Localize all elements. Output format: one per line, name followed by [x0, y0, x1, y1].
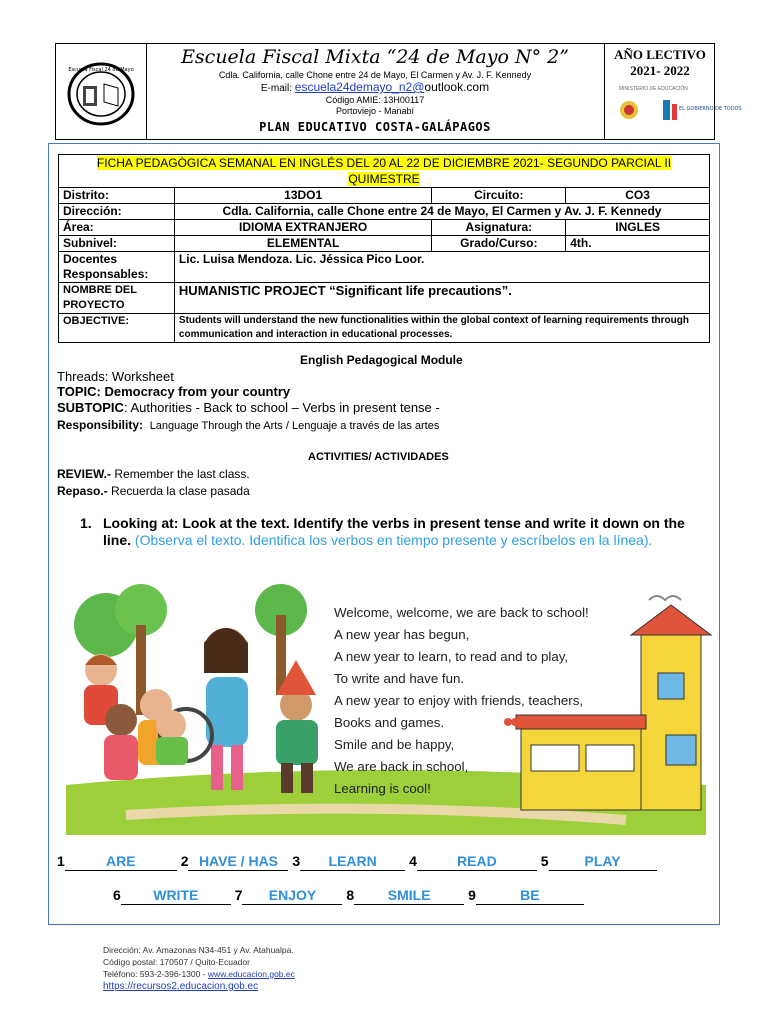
- school-logo-icon: [56, 44, 146, 139]
- footer-address: Dirección: Av. Amazonas N34-451 y Av. Atahualpa.: [103, 945, 294, 955]
- school-year-label: AÑO LECTIVO: [614, 47, 706, 62]
- activities-heading: ACTIVITIES/ ACTIVIDADES: [308, 451, 449, 463]
- circuito-label: Circuito:: [432, 188, 566, 204]
- footer-web-link[interactable]: www.educacion.gob.ec: [207, 969, 295, 979]
- footer-resources-link[interactable]: https://recursos2.educacion.gob.ec: [103, 981, 259, 992]
- school-address: Cdla. California, calle Chone entre 24 de Mayo, El Carmen y Av. J. F. Kennedy: [218, 70, 532, 80]
- svg-text:Escuela Fiscal 24 de Mayo: Escuela Fiscal 24 de Mayo: [68, 67, 134, 73]
- footer-web2: [103, 981, 258, 992]
- answer-blank[interactable]: ARE: [65, 856, 177, 871]
- repaso: Repaso.- Recuerda la clase pasada: [57, 484, 250, 498]
- answer-row-1: 1 ARE 2 HAVE / HAS 3 LEARN 4 READ 5 PLAY: [57, 853, 657, 871]
- back-to-school-illustration: [66, 585, 706, 835]
- answer-blank[interactable]: BE: [476, 890, 584, 905]
- grado-label: Grado/Curso:: [432, 236, 566, 252]
- proyecto-label: NOMBRE DEL PROYECTO: [59, 283, 175, 314]
- ministry-label: MINISTERIO DE EDUCACIÓN: [619, 86, 688, 92]
- area-value: IDIOMA EXTRANJERO: [174, 220, 431, 236]
- school-name: Escuela Fiscal Mixta “24 de Mayo N° 2”: [181, 46, 569, 68]
- government-label: EL GOBIERNO DE TODOS: [679, 106, 742, 112]
- answer-blank[interactable]: SMILE: [354, 890, 464, 905]
- topic: TOPIC: Democracy from your country: [57, 384, 291, 399]
- subtopic: SUBTOPIC: Authorities - Back to school – Verbs in present tense -: [57, 400, 440, 415]
- poem-line: A new year has begun,: [334, 627, 470, 642]
- docentes-label: Docentes Responsables:: [59, 252, 175, 283]
- poem-line: Welcome, welcome, we are back to school!: [334, 605, 589, 620]
- answer-row-2: 6 WRITE 7 ENJOY 8 SMILE 9 BE: [113, 887, 584, 905]
- module-title: English Pedagogical Module: [300, 353, 463, 367]
- footer-postal: Código postal: 170507 / Quito-Ecuador: [103, 957, 250, 967]
- asignatura-value: INGLES: [566, 220, 710, 236]
- direccion-label: Dirección:: [59, 204, 175, 220]
- school-year: 2021- 2022: [630, 63, 690, 78]
- school-email: E-mail: escuela24demayo_n2@outlook.com: [260, 80, 490, 94]
- distrito-value: 13DO1: [174, 188, 431, 204]
- info-table: [58, 154, 710, 343]
- subnivel-label: Subnivel:: [59, 236, 175, 252]
- school-year-cell: [604, 44, 742, 139]
- responsibility: Responsibility: Language Through the Arts / Lenguaje a través de las artes: [57, 418, 440, 432]
- objective-label: OBJECTIVE:: [59, 314, 175, 343]
- email-link[interactable]: escuela24demayo_n2@: [294, 80, 425, 94]
- distrito-label: Distrito:: [59, 188, 175, 204]
- answer-blank[interactable]: LEARN: [300, 856, 405, 871]
- poem-line: Books and games.: [334, 715, 445, 730]
- school-location: Portoviejo - Manabí: [335, 106, 415, 116]
- amie-code: Código AMIE: 13H00117: [325, 95, 425, 105]
- answer-blank[interactable]: PLAY: [549, 856, 657, 871]
- area-label: Área:: [59, 220, 175, 236]
- poem-line: A new year to learn, to read and to play,: [334, 649, 569, 664]
- exercise-instruction: Looking at: Look at the text. Identify the verbs in present tense and write it down on the line. (Observa el texto. Identifica los verbos en tiempo presente y escríbelos en la línea).: [103, 515, 685, 548]
- subnivel-value: ELEMENTAL: [174, 236, 431, 252]
- docentes-value: Lic. Luisa Mendoza. Lic. Jéssica Pico Loor.: [174, 252, 709, 283]
- threads: Threads: Worksheet: [57, 369, 174, 384]
- government-logos-icon: [615, 96, 742, 126]
- banner-cell: [59, 155, 710, 188]
- answer-blank[interactable]: READ: [417, 856, 537, 871]
- review: REVIEW.- Remember the last class.: [57, 467, 250, 481]
- answer-blank[interactable]: HAVE / HAS: [188, 856, 288, 871]
- plan-title: PLAN EDUCATIVO COSTA-GALÁPAGOS: [259, 120, 491, 134]
- poem-line: Smile and be happy,: [334, 737, 455, 752]
- grado-value: 4th.: [566, 236, 710, 252]
- proyecto-value: HUMANISTIC PROJECT “Significant life precautions”.: [174, 283, 709, 314]
- answer-blank[interactable]: WRITE: [121, 890, 231, 905]
- answer-blank[interactable]: ENJOY: [242, 890, 342, 905]
- exercise-number: 1.: [80, 515, 92, 531]
- direccion-value: Cdla. California, calle Chone entre 24 de Mayo, El Carmen y Av. J. F. Kennedy: [174, 204, 709, 220]
- footer-phone: Teléfono: 593-2-396-1300 - www.educacion.gob.ec: [103, 969, 295, 979]
- illustration: [66, 585, 706, 835]
- asignatura-label: Asignatura:: [432, 220, 566, 236]
- objective-value: Students will understand the new functionalities within the global context of learning requirements through communication and interaction in educational processes.: [174, 314, 709, 343]
- poem-line: We are back in school,: [334, 759, 469, 774]
- poem-line: Learning is cool!: [334, 781, 431, 796]
- school-logo-cell: [56, 44, 147, 139]
- circuito-value: CO3: [566, 188, 710, 204]
- school-header: [55, 43, 742, 140]
- poem-line: To write and have fun.: [334, 671, 465, 686]
- banner-text: FICHA PEDAGÒGICA SEMANAL EN INGLÉS DEL 20 AL 22 DE DICIEMBRE 2021- SEGUNDO PARCIAL II QUIMESTRE: [96, 156, 672, 186]
- poem-line: A new year to enjoy with friends, teachers,: [334, 693, 584, 708]
